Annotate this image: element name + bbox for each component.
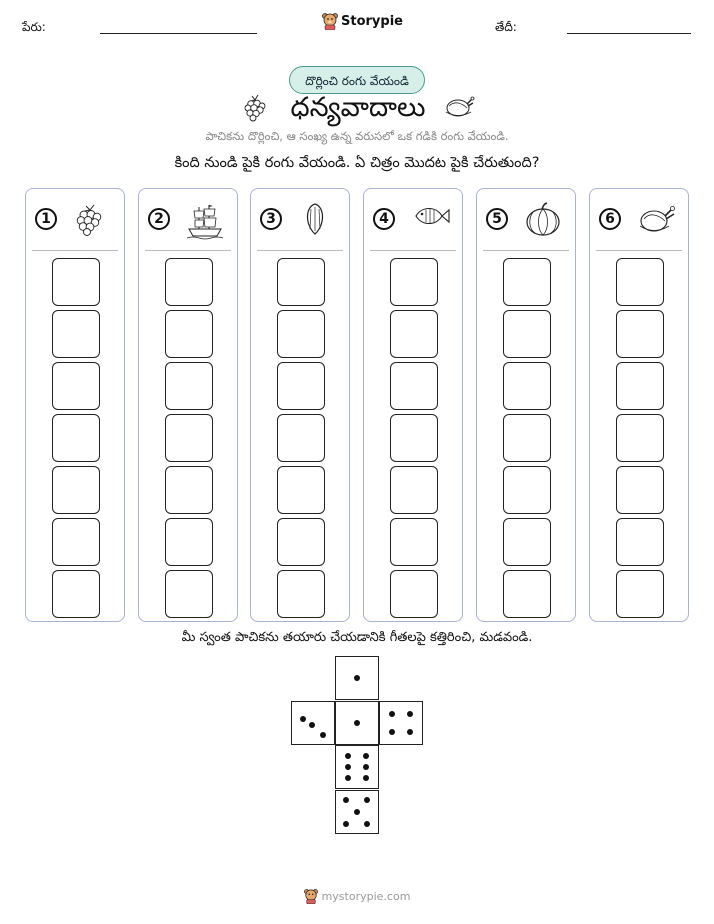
color-box[interactable] xyxy=(616,570,664,618)
color-box[interactable] xyxy=(277,570,325,618)
color-box[interactable] xyxy=(616,258,664,306)
die-pip xyxy=(354,809,360,815)
die-face-3 xyxy=(291,701,335,745)
ship-icon xyxy=(185,201,221,237)
color-box[interactable] xyxy=(52,414,100,462)
color-box[interactable] xyxy=(390,466,438,514)
color-box[interactable] xyxy=(165,310,213,358)
column-divider xyxy=(483,250,569,251)
column-number: 1 xyxy=(35,208,57,230)
die-pip xyxy=(407,729,413,735)
color-box[interactable] xyxy=(503,414,551,462)
color-box[interactable] xyxy=(52,362,100,410)
column-3 xyxy=(250,188,350,622)
color-box[interactable] xyxy=(277,414,325,462)
color-box[interactable] xyxy=(616,310,664,358)
date-label: తేదీ: xyxy=(495,20,517,34)
footer-site: mystorypie.com xyxy=(321,889,411,903)
column-1 xyxy=(25,188,125,622)
coloring-instruction: కింది నుండి పైకి రంగు వేయండి. ఏ చిత్రం మొదట పైకి చేరుతుంది? xyxy=(174,155,540,171)
die-face-1 xyxy=(335,701,379,745)
brand-logo xyxy=(322,12,403,30)
color-box[interactable] xyxy=(277,466,325,514)
name-label: పేరు: xyxy=(22,20,46,34)
color-box[interactable] xyxy=(165,258,213,306)
color-box[interactable] xyxy=(52,466,100,514)
die-pip xyxy=(354,675,360,681)
color-box[interactable] xyxy=(616,518,664,566)
color-box[interactable] xyxy=(616,414,664,462)
color-box[interactable] xyxy=(277,362,325,410)
name-line xyxy=(100,33,257,34)
color-box[interactable] xyxy=(616,362,664,410)
color-box[interactable] xyxy=(277,310,325,358)
color-box[interactable] xyxy=(503,362,551,410)
die-pip xyxy=(354,720,360,726)
color-box[interactable] xyxy=(503,518,551,566)
color-box[interactable] xyxy=(52,570,100,618)
die-face-1 xyxy=(335,656,379,700)
die-face-5 xyxy=(335,790,379,834)
die-pip xyxy=(345,764,351,770)
turkey-icon xyxy=(636,201,672,237)
die-pip xyxy=(364,821,370,827)
color-box[interactable] xyxy=(390,570,438,618)
color-box[interactable] xyxy=(165,570,213,618)
color-box[interactable] xyxy=(503,258,551,306)
column-4 xyxy=(363,188,463,622)
color-box[interactable] xyxy=(503,466,551,514)
die-pip xyxy=(309,722,315,728)
die-pip xyxy=(389,729,395,735)
subtitle: పాచికను దొర్లించి, ఆ సంఖ్య ఉన్న వరుసలో ఒక గడికి రంగు వేయండి. xyxy=(205,129,509,143)
column-2 xyxy=(138,188,238,622)
die-pip xyxy=(389,711,395,717)
die-pip xyxy=(363,764,369,770)
column-5 xyxy=(476,188,576,622)
color-box[interactable] xyxy=(616,466,664,514)
die-face-6 xyxy=(335,745,379,789)
page-title: ధన్యవాదాలు xyxy=(290,92,426,123)
color-box[interactable] xyxy=(390,362,438,410)
die-pip xyxy=(363,753,369,759)
raspberry-icon xyxy=(72,201,108,237)
activity-badge: దొర్లించి రంగు వేయండి xyxy=(289,66,425,94)
date-line xyxy=(567,33,691,34)
column-number: 3 xyxy=(260,208,282,230)
brand-name: Storypie xyxy=(341,13,403,29)
die-pip xyxy=(345,753,351,759)
color-box[interactable] xyxy=(52,518,100,566)
color-box[interactable] xyxy=(52,310,100,358)
color-box[interactable] xyxy=(52,258,100,306)
die-pip xyxy=(320,732,326,738)
die-face-4 xyxy=(379,701,423,745)
color-box[interactable] xyxy=(165,362,213,410)
die-pip xyxy=(300,716,306,722)
color-box[interactable] xyxy=(390,518,438,566)
color-box[interactable] xyxy=(390,310,438,358)
column-divider xyxy=(145,250,231,251)
die-pip xyxy=(343,821,349,827)
footer xyxy=(0,888,714,904)
color-box[interactable] xyxy=(277,258,325,306)
die-pip xyxy=(363,775,369,781)
color-box[interactable] xyxy=(165,466,213,514)
color-box[interactable] xyxy=(503,570,551,618)
color-box[interactable] xyxy=(390,414,438,462)
color-box[interactable] xyxy=(503,310,551,358)
column-number: 6 xyxy=(599,208,621,230)
raspberry-icon xyxy=(242,92,268,122)
die-pip xyxy=(364,797,370,803)
pumpkin-icon xyxy=(523,201,559,237)
column-number: 4 xyxy=(373,208,395,230)
column-6 xyxy=(589,188,689,622)
die-pip xyxy=(343,797,349,803)
column-divider xyxy=(370,250,456,251)
color-box[interactable] xyxy=(165,414,213,462)
color-box[interactable] xyxy=(390,258,438,306)
column-divider xyxy=(257,250,343,251)
die-instruction: మీ స్వంత పాచికను తయారు చేయడానికి గీతలపై కత్తిరించి, మడవండి. xyxy=(181,630,533,645)
color-box[interactable] xyxy=(277,518,325,566)
seed-icon xyxy=(297,201,333,237)
die-pip xyxy=(345,775,351,781)
fish-icon xyxy=(410,201,446,237)
bear-icon xyxy=(322,12,338,30)
die-pip xyxy=(407,711,413,717)
column-divider xyxy=(596,250,682,251)
column-number: 2 xyxy=(148,208,170,230)
column-number: 5 xyxy=(486,208,508,230)
color-box[interactable] xyxy=(165,518,213,566)
column-divider xyxy=(32,250,118,251)
turkey-icon xyxy=(443,92,475,120)
bear-icon xyxy=(304,888,318,904)
